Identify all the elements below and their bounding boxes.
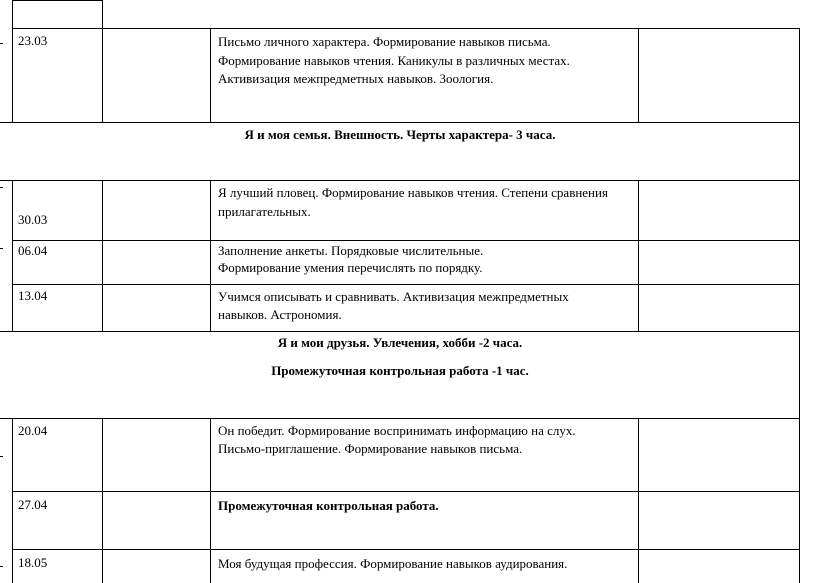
table-border bbox=[12, 549, 799, 550]
lesson-topic-line: Письмо личного характера. Формирование навыков письма. bbox=[218, 34, 551, 49]
table-border bbox=[102, 418, 103, 583]
table-border bbox=[210, 418, 211, 583]
table-border bbox=[210, 28, 211, 122]
lesson-topic-line: Заполнение анкеты. Порядковые числительные. bbox=[218, 243, 484, 258]
table-border bbox=[12, 0, 102, 1]
table-border bbox=[12, 28, 799, 29]
table-border bbox=[0, 180, 799, 181]
lesson-topic-line: Формирование навыков чтения. Каникулы в различных местах. bbox=[218, 53, 570, 68]
section-heading: Промежуточная контрольная работа -1 час. bbox=[271, 363, 529, 378]
table-border bbox=[0, 331, 799, 332]
lesson-date: 06.04 bbox=[18, 243, 48, 258]
section-heading: Я и мои друзья. Увлечения, хобби -2 часа. bbox=[277, 335, 523, 350]
clipped-mark bbox=[0, 566, 3, 567]
table-border bbox=[12, 0, 13, 122]
section-heading: Я и моя семья. Внешность. Черты характера- 3 часа. bbox=[244, 127, 556, 142]
clipped-mark bbox=[0, 456, 3, 457]
table-border bbox=[12, 284, 799, 285]
table-border bbox=[638, 28, 639, 122]
table-border bbox=[0, 122, 799, 123]
lesson-topic-line: Промежуточная контрольная работа. bbox=[218, 498, 439, 513]
table-border bbox=[0, 418, 799, 419]
lesson-date: 20.04 bbox=[18, 423, 48, 438]
table-border bbox=[12, 180, 13, 331]
lesson-date: 18.05 bbox=[18, 555, 48, 570]
lesson-topic-line: навыков. Астрономия. bbox=[218, 307, 342, 322]
table-border bbox=[638, 180, 639, 331]
lesson-topic-line: Моя будущая профессия. Формирование навыков аудирования. bbox=[218, 556, 568, 571]
lesson-date: 30.03 bbox=[18, 212, 48, 227]
lesson-date: 13.04 bbox=[18, 288, 48, 303]
table-border bbox=[12, 418, 13, 583]
table-border bbox=[210, 180, 211, 331]
lesson-date: 27.04 bbox=[18, 497, 48, 512]
table-border bbox=[102, 180, 103, 331]
table-border bbox=[102, 0, 103, 122]
lesson-topic-line: Он победит. Формирование воспринимать информацию на слух. bbox=[218, 423, 576, 438]
table-border bbox=[799, 28, 800, 583]
lesson-topic-line: Формирование умения перечислять по порядку. bbox=[218, 260, 483, 275]
lesson-topic-line: прилагательных. bbox=[218, 204, 311, 219]
clipped-mark bbox=[0, 187, 3, 188]
clipped-mark bbox=[0, 43, 3, 44]
table-border bbox=[12, 491, 799, 492]
lesson-topic-line: Активизация межпредметных навыков. Зоология. bbox=[218, 71, 494, 86]
lesson-topic-line: Я лучший пловец. Формирование навыков чтения. Степени сравнения bbox=[218, 185, 608, 200]
table-border bbox=[638, 418, 639, 583]
lesson-topic-line: Письмо-приглашение. Формирование навыков письма. bbox=[218, 441, 523, 456]
lesson-date: 23.03 bbox=[18, 33, 48, 48]
lesson-topic-line: Учимся описывать и сравнивать. Активизация межпредметных bbox=[218, 289, 569, 304]
clipped-mark bbox=[0, 248, 3, 249]
